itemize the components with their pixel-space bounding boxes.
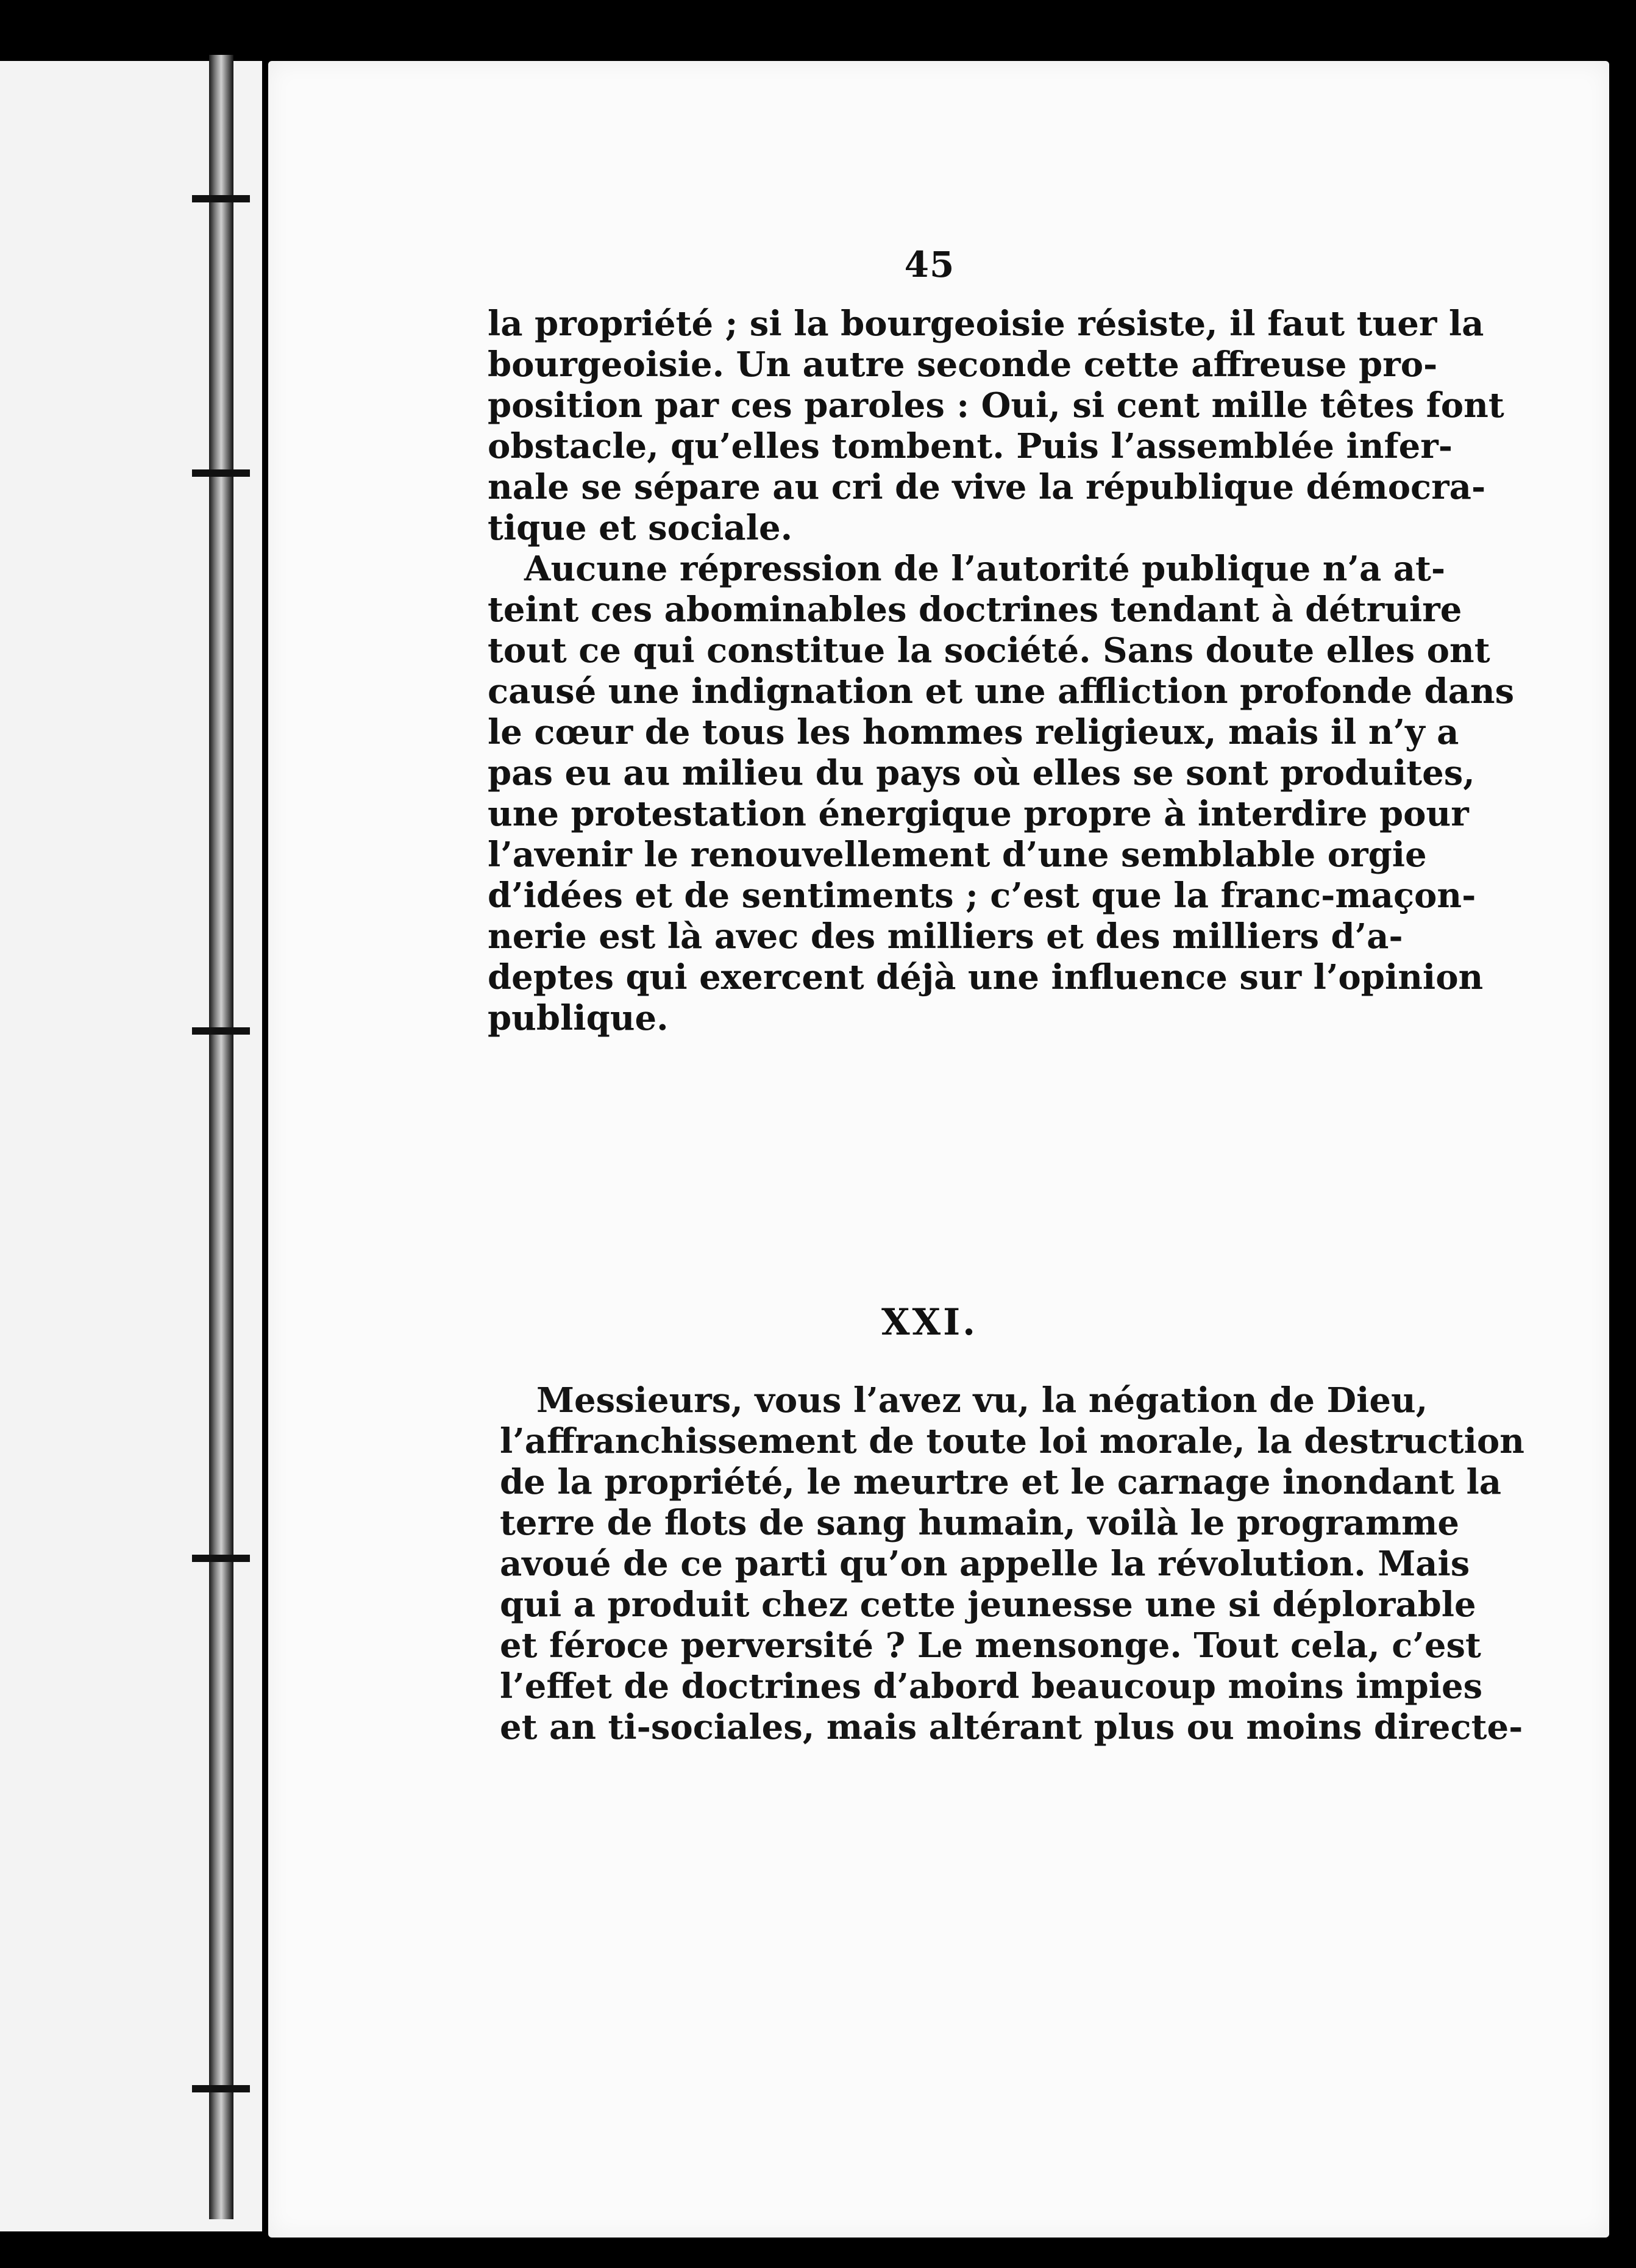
section-xxi-body	[488, 1380, 1524, 1748]
binding-stitch	[192, 2085, 250, 2092]
text-line: et an ti-sociales, mais altérant plus ou moins directe-	[500, 1707, 1523, 1747]
text-line: de la propriété, le meurtre et le carnage inondant la	[500, 1462, 1502, 1502]
text-line: le cœur de tous les hommes religieux, mais il n’y a	[488, 712, 1459, 752]
text-line: l’effet de doctrines d’abord beaucoup moins impies	[500, 1666, 1483, 1706]
binding-stitch	[192, 1027, 250, 1035]
text-line: Messieurs, vous l’avez vu, la négation de Dieu,	[536, 1380, 1428, 1421]
book-page	[268, 61, 1609, 2238]
paragraph-3	[488, 1380, 1524, 1748]
text-line: causé une indignation et une affliction profonde dans	[488, 671, 1515, 711]
text-line: avoué de ce parti qu’on appelle la révolution. Mais	[500, 1544, 1470, 1584]
text-line: publique.	[488, 998, 669, 1038]
text-line: l’affranchissement de toute loi morale, la destruction	[500, 1421, 1524, 1461]
binding-stitch	[192, 1555, 250, 1562]
text-line: position par ces paroles : Oui, si cent mille têtes font	[488, 385, 1504, 426]
page-content	[488, 244, 1524, 1748]
page-number: 45	[904, 244, 955, 285]
text-line: la propriété ; si la bourgeoisie résiste, il faut tuer la	[488, 304, 1484, 344]
text-line: nale se sépare au cri de vive la république démocra-	[488, 467, 1486, 507]
text-line: tout ce qui constitue la société. Sans doute elles ont	[488, 630, 1490, 671]
paragraph-2	[488, 549, 1515, 1039]
binding-strip	[209, 55, 233, 2219]
binding-stitch	[192, 195, 250, 202]
text-line: bourgeoisie. Un autre seconde cette affreuse pro-	[488, 344, 1438, 385]
text-line: teint ces abominables doctrines tendant à détruire	[488, 590, 1462, 630]
text-line: pas eu au milieu du pays où elles se sont produites,	[488, 753, 1475, 793]
paragraph-1	[488, 304, 1504, 549]
text-line: terre de flots de sang humain, voilà le programme	[500, 1503, 1459, 1543]
text-line: deptes qui exercent déjà une influence sur l’opinion	[488, 957, 1484, 997]
text-line: nerie est là avec des milliers et des milliers d’a-	[488, 916, 1403, 957]
text-line: tique et sociale.	[488, 508, 793, 548]
text-line: l’avenir le renouvellement d’une semblable orgie	[488, 835, 1427, 875]
text-line: Aucune répression de l’autorité publique n’a at-	[524, 549, 1446, 589]
text-line: qui a produit chez cette jeunesse une si déplorable	[500, 1585, 1476, 1625]
binding-stitch	[192, 469, 250, 477]
text-line: d’idées et de sentiments ; c’est que la franc-maçon-	[488, 875, 1476, 916]
section-heading: XXI.	[881, 1301, 978, 1344]
text-line: obstacle, qu’elles tombent. Puis l’assemblée infer-	[488, 426, 1453, 466]
text-line: une protestation énergique propre à interdire pour	[488, 794, 1469, 834]
text-line: et féroce perversité ? Le mensonge. Tout cela, c’est	[500, 1625, 1481, 1666]
